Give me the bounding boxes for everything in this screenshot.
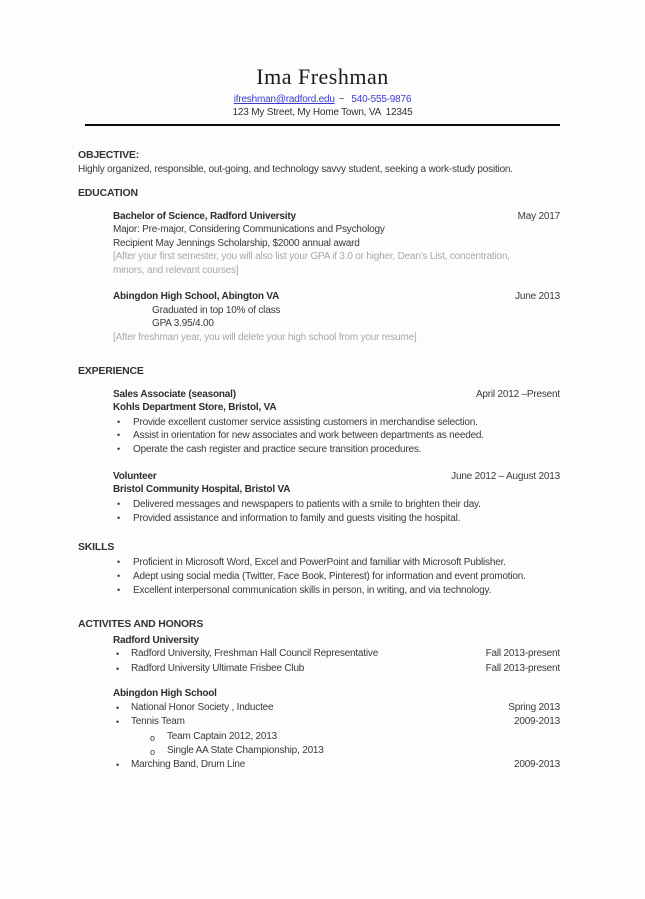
- education-entry: [78, 290, 560, 344]
- activities-group-title: Abingdon High School: [113, 688, 217, 700]
- skills-list: [113, 556, 560, 597]
- experience-entry: [78, 388, 560, 457]
- skill-item: • Proficient in Microsoft Word, Excel and PowerPoint and familiar with Microsoft Publisher.: [113, 556, 560, 570]
- template-note: [After freshman year, you will delete your high school from your resume]: [113, 331, 417, 343]
- person-name: Ima Freshman: [256, 64, 389, 89]
- activities-group: [78, 687, 560, 773]
- objective-text: Highly organized, responsible, out-going, and technology savvy student, seeking a work-study position.: [78, 163, 513, 175]
- activity-row: [78, 701, 560, 715]
- job-date: April 2012 –Present: [475, 388, 560, 400]
- education-detail: Major: Pre-major, Considering Communications and Psychology: [113, 224, 385, 235]
- activity-row: [78, 662, 560, 676]
- activities-group: [78, 634, 560, 676]
- activity-date: Fall 2013-present: [485, 662, 560, 674]
- activity-row: [78, 647, 560, 661]
- activity-date: Spring 2013: [508, 701, 560, 713]
- activity-subitem: o Team Captain 2012, 2013: [150, 731, 277, 742]
- experience-heading: EXPERIENCE: [78, 365, 144, 377]
- job-title: Volunteer: [113, 470, 157, 482]
- activity-subrow: [78, 744, 560, 758]
- activity-date: 2009-2013: [513, 716, 560, 728]
- phone-number: 540-555-9876: [351, 94, 412, 105]
- activity-row: [78, 715, 560, 729]
- skills-heading: SKILLS: [78, 541, 115, 554]
- activity-row: [78, 758, 560, 772]
- job-duty: • Provide excellent customer service assisting customers in merchandise selection.: [113, 416, 560, 430]
- address-line: 123 My Street, My Home Town, VA 12345: [232, 107, 413, 118]
- activities-heading: ACTIVITES AND HONORS: [78, 618, 204, 631]
- school-title: Abingdon High School, Abington VA: [113, 291, 280, 302]
- activity-subitem: o Single AA State Championship, 2013: [150, 745, 324, 756]
- activity-text: • Radford University, Freshman Hall Council Representative: [115, 647, 378, 661]
- separator-tilde: ~: [338, 94, 345, 105]
- school-date: June 2013: [515, 291, 560, 302]
- job-duty: • Operate the cash register and practice secure transition procedures.: [113, 443, 560, 457]
- job-title: Sales Associate (seasonal): [113, 388, 236, 400]
- activity-text: • National Honor Society , Inductee: [115, 701, 273, 715]
- objective-heading: OBJECTIVE:: [78, 149, 140, 161]
- education-heading: EDUCATION: [78, 187, 138, 199]
- job-duty: • Assist in orientation for new associates and work between departments as needed.: [113, 429, 560, 443]
- skill-item: • Excellent interpersonal communication skills in person, in writing, and via technology.: [113, 584, 560, 598]
- resume-header: [0, 64, 645, 126]
- education-detail: Recipient May Jennings Scholarship, $2000 annual award: [113, 237, 360, 249]
- activity-text: • Marching Band, Drum Line: [115, 758, 245, 772]
- education-detail: Graduated in top 10% of class: [152, 304, 281, 316]
- activity-date: Fall 2013-present: [485, 648, 560, 660]
- template-note: [After your first semester, you will also list your GPA if 3.0 or higher, Dean’s List, concentration, minors, and relevant courses]: [113, 251, 510, 276]
- job-date: June 2012 – August 2013: [451, 470, 560, 482]
- job-duty: • Provided assistance and information to family and guests visiting the hospital.: [113, 512, 560, 526]
- email-link[interactable]: ifreshman@radford.edu: [233, 94, 335, 105]
- contact-line: [0, 93, 645, 106]
- job-employer: Kohls Department Store, Bristol, VA: [113, 402, 277, 413]
- header-divider: [85, 124, 560, 126]
- degree-date: May 2017: [517, 210, 560, 222]
- activity-text: • Radford University Ultimate Frisbee Club: [115, 662, 304, 676]
- activity-text: • Tennis Team: [115, 715, 185, 729]
- job-duty-list: [113, 498, 560, 526]
- activity-date: 2009-2013: [513, 759, 560, 771]
- activities-group-title: Radford University: [113, 634, 199, 646]
- job-duty-list: [113, 416, 560, 457]
- activity-subrow: [78, 730, 560, 744]
- job-employer: Bristol Community Hospital, Bristol VA: [113, 484, 291, 496]
- job-duty: • Delivered messages and newspapers to patients with a smile to brighten their day.: [113, 498, 560, 512]
- degree-title: Bachelor of Science, Radford University: [113, 210, 296, 222]
- experience-entry: [78, 470, 560, 526]
- skills-list-wrap: [78, 556, 560, 597]
- skill-item: • Adept using social media (Twitter, Face Book, Pinterest) for information and event promotion.: [113, 570, 560, 584]
- resume-body: [78, 149, 560, 773]
- education-detail: GPA 3.95/4.00: [152, 318, 214, 329]
- education-entry: [78, 210, 560, 278]
